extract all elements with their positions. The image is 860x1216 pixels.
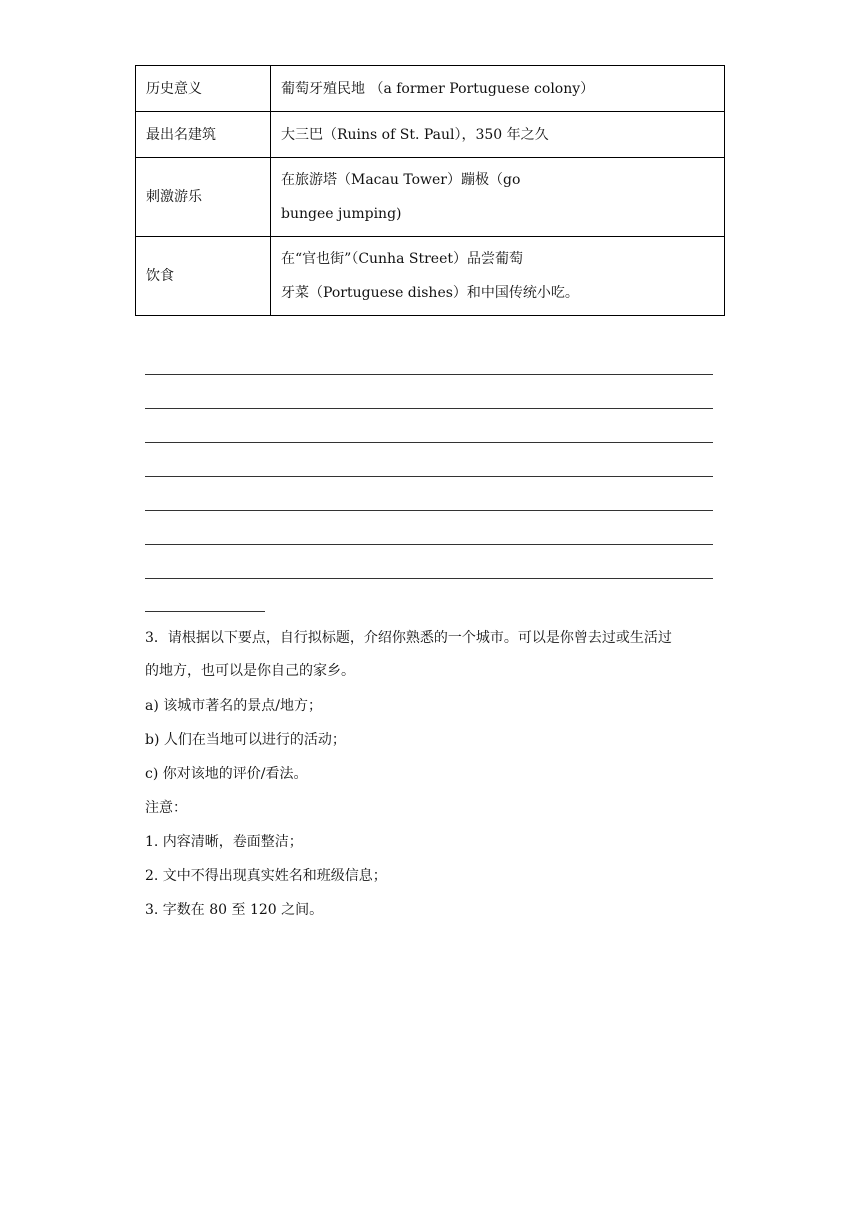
notice-1: 1. 内容清晰，卷面整洁； bbox=[145, 834, 303, 850]
point-a: a) 该城市著名的景点/地方； bbox=[145, 698, 322, 714]
row-value bbox=[271, 66, 725, 112]
answer-line-short[interactable] bbox=[145, 611, 265, 612]
row-value bbox=[271, 237, 725, 316]
row-value bbox=[271, 112, 725, 158]
row-key: 历史意义 bbox=[136, 66, 271, 112]
info-table bbox=[135, 65, 725, 316]
point-b: b) 人们在当地可以进行的活动； bbox=[145, 732, 346, 748]
row-key: 刺激游乐 bbox=[136, 158, 271, 237]
answer-line[interactable] bbox=[145, 476, 713, 477]
question-text-cont: 的地方，也可以是你自己的家乡。 bbox=[145, 663, 355, 679]
question-text: 3．请根据以下要点，自行拟标题，介绍你熟悉的一个城市。可以是你曾去过或生活过 bbox=[145, 630, 672, 646]
row-value-line: 在“官也街”（Cunha Street）品尝葡萄 bbox=[281, 251, 523, 267]
answer-line[interactable] bbox=[145, 510, 713, 511]
row-value-line: 牙菜（Portuguese dishes）和中国传统小吃。 bbox=[281, 285, 579, 301]
notice-3: 3. 字数在 80 至 120 之间。 bbox=[145, 902, 324, 918]
row-value-line: 在旅游塔（Macau Tower）蹦极（go bbox=[281, 172, 521, 188]
answer-line[interactable] bbox=[145, 442, 713, 443]
table-row bbox=[136, 237, 725, 316]
answer-line[interactable] bbox=[145, 374, 713, 375]
notice-title: 注意： bbox=[145, 800, 187, 816]
table-row bbox=[136, 66, 725, 112]
row-value-line: 葡萄牙殖民地 （a former Portuguese colony） bbox=[281, 80, 595, 97]
answer-line[interactable] bbox=[145, 408, 713, 409]
answer-line[interactable] bbox=[145, 544, 713, 545]
row-value bbox=[271, 158, 725, 237]
notice-2: 2. 文中不得出现真实姓名和班级信息； bbox=[145, 868, 387, 884]
table-row bbox=[136, 112, 725, 158]
table-row bbox=[136, 158, 725, 237]
row-key: 最出名建筑 bbox=[136, 112, 271, 158]
row-value-line: 大三巴（Ruins of St. Paul），350 年之久 bbox=[281, 126, 549, 143]
point-c: c) 你对该地的评价/看法。 bbox=[145, 766, 308, 782]
row-value-line: bungee jumping) bbox=[281, 206, 402, 222]
row-key: 饮食 bbox=[136, 237, 271, 316]
answer-line[interactable] bbox=[145, 578, 713, 579]
